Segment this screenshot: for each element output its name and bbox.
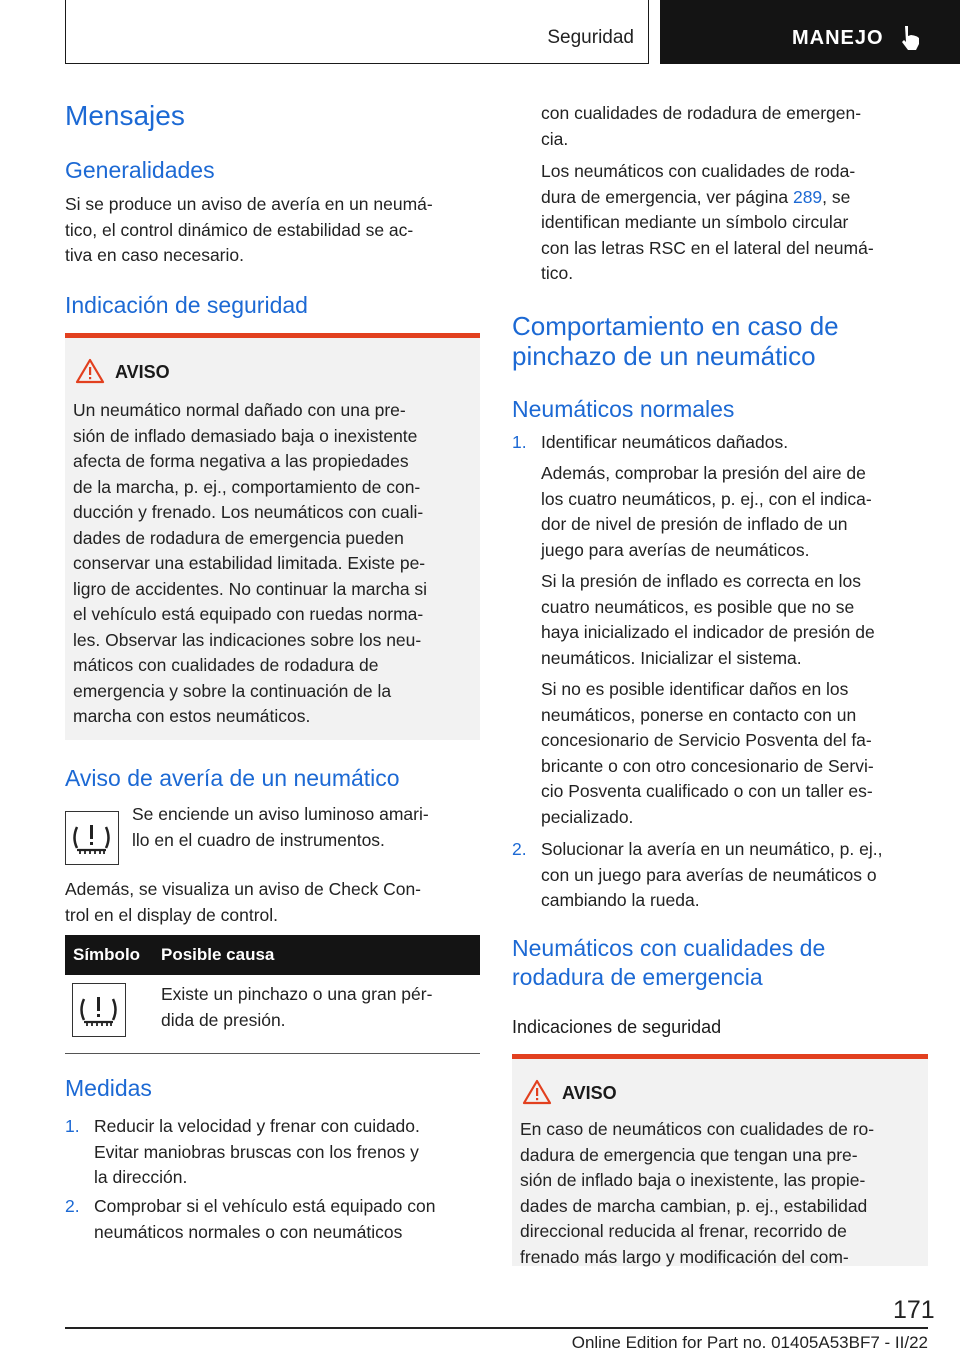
footer-edition: Online Edition for Part no. 01405A53BF7 - II/22 — [571, 1333, 928, 1352]
symbol-table-header — [65, 935, 480, 975]
lamp-text: Se enciende un aviso luminoso amari‐ llo en el cuadro de instrumentos. — [132, 804, 429, 850]
page-number: 171 — [893, 1296, 935, 1324]
measure-2-text: Comprobar si el vehículo está equipado con neumáticos normales o con neumáticos — [94, 1196, 436, 1242]
step-2-number: 2. — [512, 839, 527, 859]
general-text: Si se produce un aviso de avería en un neumá‐ tico, el control dinámico de estabilidad se ac‐ tiva en caso necesario. — [65, 194, 433, 265]
heading-comportamiento: Comportamiento en caso de pinchazo de un neumático — [512, 311, 839, 371]
heading-neumaticos-normales: Neumáticos normales — [512, 396, 735, 422]
step-2-text: Solucionar la avería en un neumático, p. ej., con un juego para averías de neumáticos o cambiando la rueda. — [541, 839, 883, 910]
warning-box — [65, 333, 480, 740]
measure-1-text: Reducir la velocidad y frenar con cuidado. Evitar maniobras bruscas con los frenos y la dirección. — [94, 1116, 420, 1187]
tire-pressure-lamp-icon — [65, 811, 119, 865]
warning-triangle-icon — [522, 1079, 552, 1105]
step-1-para-2: Si la presión de inflado es correcta en los cuatro neumáticos, es posible que no se haya inicializado el indicador de presión de neumáticos. Inicializar el sistema. — [541, 571, 875, 668]
table-cause-text: Existe un pinchazo o una gran pér‐ dida de presión. — [161, 984, 433, 1030]
heading-indicaciones-seguridad: Indicaciones de seguridad — [512, 1017, 722, 1037]
heading-indicacion-seguridad: Indicación de seguridad — [65, 292, 308, 318]
step-1-number: 1. — [512, 432, 527, 452]
heading-medidas: Medidas — [65, 1075, 152, 1101]
header-section-tab — [65, 0, 649, 64]
checkcontrol-text: Además, se visualiza un aviso de Check Con‐ trol en el display de control. — [65, 879, 422, 925]
heading-generalidades: Generalidades — [65, 157, 215, 183]
col-cause: Posible causa — [161, 945, 275, 964]
warning-box-rsc — [512, 1054, 928, 1266]
table-bottom-rule — [65, 1053, 480, 1054]
warning-triangle-icon — [75, 358, 105, 384]
hand-pointer-icon — [898, 24, 924, 52]
header-section-label: Seguridad — [547, 27, 634, 48]
heading-neumaticos-rsc: Neumáticos con cualidades de rodadura de emergencia — [512, 935, 826, 990]
warning-text: Un neumático normal dañado con una pre‐ sión de inflado demasiado baja o inexistente afecta de forma negativa a las propiedades de la marcha, p. ej., comportamiento de con‐ ducción y frenado. Los neumáticos con cuali‐ dades de rodadura de emergencia pueden conservar una estabilidad limitada. Existe pe‐ ligro de accidentes. No continuar la marcha si el vehículo está equipado con ruedas norma‐ les. Observar las indicaciones sobre los neu‐ máticos con cualidades de rodadura de emergencia y sobre la continuación de la marcha con estos neumáticos. — [73, 400, 428, 726]
title-mensajes: Mensajes — [65, 100, 185, 131]
continued-text: con cualidades de rodadura de emergen‐ cia. — [541, 103, 862, 149]
warning-label: AVISO — [115, 362, 170, 382]
col-symbol: Símbolo — [73, 945, 141, 964]
measure-2-number: 2. — [65, 1196, 80, 1216]
page-link-289[interactable]: 289 — [792, 186, 823, 207]
step-1-para-3: Si no es posible identificar daños en los neumáticos, ponerse en contacto con un concesionario de Servicio Posventa del fa‐ bricante o con otro concesionario de Servi‐ cio Posventa cualificado o con un taller es‐ pecializado. — [541, 679, 874, 827]
footer-rule — [65, 1327, 928, 1329]
measure-1-number: 1. — [65, 1116, 80, 1136]
header-chapter-tab — [660, 0, 960, 64]
step-1-text: Identificar neumáticos dañados. — [541, 432, 789, 452]
rsc-text: Los neumáticos con cualidades de roda‐ dura de emergencia, ver página 289, se identifican mediante un símbolo circular con las letras RSC en el lateral del neumá‐ tico. — [541, 161, 874, 283]
warning-text-rsc: En caso de neumáticos con cualidades de ro‐ dadura de emergencia que tengan una pre‐ sión de inflado baja o inexistente, las propie‐ dades de marcha cambian, p. ej., estabilidad direccional reducida al frenar, recorrido de frenado más largo y modificación del com‐ — [520, 1119, 875, 1267]
warning-label-rsc: AVISO — [562, 1083, 617, 1103]
step-1-para-1: Además, comprobar la presión del aire de los cuatro neumáticos, p. ej., con el indica‐ dor de nivel de presión de inflado de un juego para averías de neumáticos. — [541, 463, 872, 560]
tire-pressure-symbol-icon — [72, 983, 126, 1037]
heading-aviso-averia: Aviso de avería de un neumático — [65, 765, 400, 791]
header-chapter-label: MANEJO — [792, 27, 884, 49]
